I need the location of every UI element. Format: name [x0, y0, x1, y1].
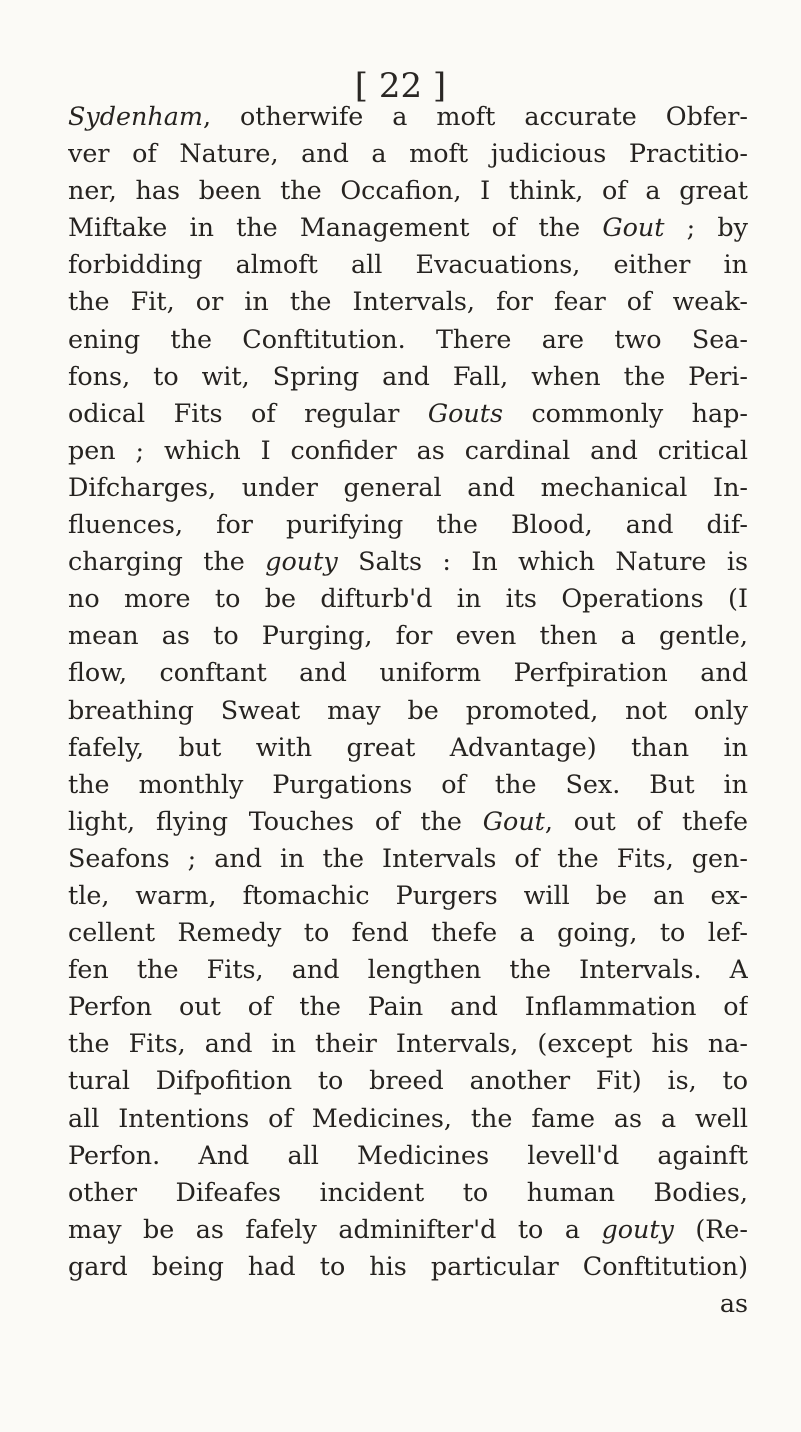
italic-word: Gout	[482, 805, 545, 836]
text-segment: Salts : In which Nature is	[337, 546, 748, 577]
text-segment: light, flying Touches of the	[68, 805, 483, 836]
text-segment: fluences, for purifying the Blood, and dif-	[68, 509, 748, 540]
text-segment: the Fits, and in their Intervals, (except his na-	[68, 1028, 748, 1059]
text-segment: ver of Nature, and a moft judicious Practitio-	[68, 138, 748, 169]
text-segment: odical Fits of regular	[68, 397, 428, 428]
text-segment: forbidding almoft all Evacuations, either in	[68, 249, 748, 280]
text-segment: gard being had to his particular Conftitution)	[68, 1250, 748, 1281]
text-line	[68, 766, 748, 803]
text-segment: mean as to Purging, for even then a gentle,	[68, 620, 748, 651]
text-segment: Seafons ; and in the Intervals of the Fits, gen-	[68, 842, 748, 873]
text-line	[68, 172, 748, 209]
text-segment: , out of thefe	[544, 805, 748, 836]
body-text	[68, 98, 748, 1322]
text-line	[68, 1025, 748, 1062]
text-line	[68, 321, 748, 358]
text-line	[68, 692, 748, 729]
text-line	[68, 1174, 748, 1211]
italic-word: gouty	[601, 1213, 674, 1244]
text-segment: charging the	[68, 546, 266, 577]
text-line	[68, 803, 748, 840]
text-segment: pen ; which I confider as cardinal and critical	[68, 434, 748, 465]
text-segment: the Fit, or in the Intervals, for fear of weak-	[68, 286, 748, 317]
text-line	[68, 1062, 748, 1099]
text-segment: may be as fafely adminifter'd to a	[68, 1213, 602, 1244]
text-segment: other Difeafes incident to human Bodies,	[68, 1176, 748, 1207]
text-segment: fen the Fits, and lengthen the Intervals. A	[68, 954, 748, 985]
text-line	[68, 914, 748, 951]
text-segment: the monthly Purgations of the Sex. But in	[68, 768, 748, 799]
italic-word: Sydenham	[68, 101, 203, 131]
text-line	[68, 1100, 748, 1137]
text-segment: fons, to wit, Spring and Fall, when the Peri-	[68, 360, 748, 391]
text-line	[68, 395, 748, 432]
page-number-header: [ 22 ]	[354, 66, 447, 106]
text-line	[68, 246, 748, 283]
text-segment: ; by	[664, 212, 748, 243]
text-line	[68, 1137, 748, 1174]
text-segment: breathing Sweat may be promoted, not only	[68, 694, 748, 725]
text-segment: cellent Remedy to fend thefe a going, to lef-	[68, 917, 748, 948]
text-segment: Miftake in the Management of the	[68, 212, 603, 243]
text-segment: tural Difpofition to breed another Fit) is, to	[68, 1065, 748, 1096]
text-segment: tle, warm, ftomachic Purgers will be an ex-	[68, 879, 748, 910]
text-line	[68, 432, 748, 469]
text-line	[68, 543, 748, 580]
text-line	[68, 1211, 748, 1248]
text-segment: fafely, but with great Advantage) than in	[68, 731, 748, 762]
text-line	[68, 840, 748, 877]
text-line	[68, 358, 748, 395]
text-segment: all Intentions of Medicines, the fame as a well	[68, 1102, 748, 1133]
text-line	[68, 1248, 748, 1285]
text-line	[68, 506, 748, 543]
text-line	[68, 951, 748, 988]
text-line	[68, 283, 748, 320]
text-segment: ner, has been the Occafion, I think, of a great	[68, 175, 748, 206]
text-line	[68, 135, 748, 172]
text-line	[68, 729, 748, 766]
italic-word: Gout	[602, 212, 665, 243]
text-line	[68, 469, 748, 506]
text-segment: flow, conftant and uniform Perfpiration and	[68, 657, 748, 688]
text-segment: as	[719, 1288, 748, 1318]
text-line	[68, 877, 748, 914]
text-segment: no more to be difturb'd in its Operations (I	[68, 583, 748, 614]
text-segment: (Re-	[673, 1213, 748, 1244]
text-segment: , otherwife a moft accurate Obfer-	[202, 101, 748, 131]
text-line	[68, 988, 748, 1025]
text-line	[68, 580, 748, 617]
text-segment: ening the Conftitution. There are two Sea-	[68, 323, 748, 354]
italic-word: Gouts	[427, 397, 503, 428]
text-segment: Perfon. And all Medicines levell'd againft	[68, 1139, 748, 1170]
text-segment: Difcharges, under general and mechanical In-	[68, 471, 748, 502]
text-line	[68, 617, 748, 654]
text-line	[68, 98, 748, 135]
text-segment: Perfon out of the Pain and Inflammation of	[68, 991, 748, 1022]
text-line	[68, 209, 748, 246]
text-line	[68, 654, 748, 691]
italic-word: gouty	[265, 546, 338, 577]
text-line	[68, 1285, 748, 1322]
text-segment: commonly hap-	[502, 397, 748, 428]
